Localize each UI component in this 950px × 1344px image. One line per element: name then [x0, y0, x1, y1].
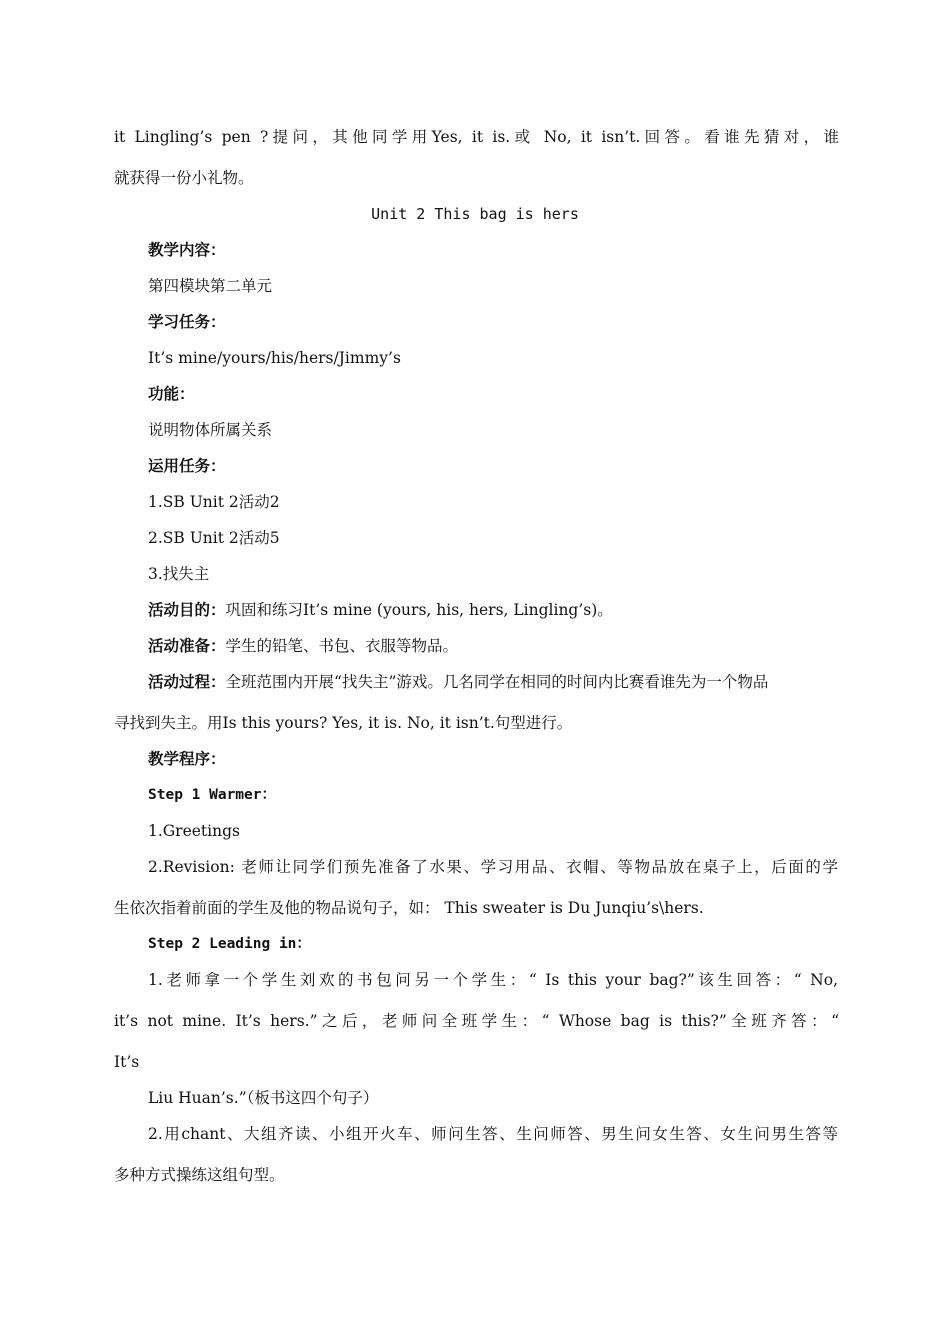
step-heading: Step 1 Warmer： — [148, 787, 276, 803]
paragraph-line: 说明物体所属关系 — [148, 421, 273, 439]
paragraph-line: 1.老师拿一个学生刘欢的书包问另一个学生：“ Is this your bag?”该生回答：“ No, — [148, 971, 838, 989]
paragraph-line: 第四模块第二单元 — [148, 277, 273, 295]
paragraph-line: 2.Revision: 老师让同学们预先准备了水果、学习用品、衣帽、等物品放在桌子上，后面的学 — [148, 858, 838, 876]
activity-process — [148, 672, 838, 692]
paragraph-line: it’s not mine. It’s hers.”之后，老师问全班学生：“ Whose bag is this?”全班齐答：“ — [114, 1012, 839, 1030]
list-item: 1.Greetings — [148, 822, 240, 840]
list-item: 3.找失主 — [148, 565, 210, 583]
section-heading: 功能： — [148, 384, 195, 403]
activity-purpose — [148, 600, 838, 620]
list-item: 1.SB Unit 2活动2 — [148, 493, 280, 511]
paragraph-line: 就获得一份小礼物。 — [114, 169, 254, 187]
section-heading: 运用任务： — [148, 456, 226, 475]
label: 活动过程： — [148, 672, 226, 691]
paragraph-line: 多种方式操练这组句型。 — [114, 1166, 285, 1184]
paragraph-line: Liu Huan’s.”（板书这四个句子） — [148, 1089, 379, 1107]
text: 巩固和练习It’s mine (yours, his, hers, Lingling’s)。 — [225, 601, 613, 619]
text: 全班范围内开展“找失主”游戏。几名同学在相同的时间内比赛看谁先为一个物品 — [225, 673, 769, 691]
text: 学生的铅笔、书包、衣服等物品。 — [225, 637, 459, 655]
step-heading: Step 2 Leading in： — [148, 936, 311, 952]
list-item: 2.SB Unit 2活动5 — [148, 529, 280, 547]
section-heading: 教学程序： — [148, 749, 226, 768]
section-heading: 学习任务： — [148, 312, 226, 331]
paragraph-line: 生依次指着前面的学生及他的物品说句子，如： This sweater is Du Junqiu’s\hers. — [114, 899, 704, 917]
paragraph-line: 寻找到失主。用Is this yours? Yes, it is. No, it isn’t.句型进行。 — [114, 714, 573, 732]
paragraph-line: it Lingling’s pen ?提问，其他同学用Yes, it is.或 No, it isn’t.回答。看谁先猜对，谁 — [114, 128, 839, 146]
label: 活动目的： — [148, 600, 226, 619]
section-heading: 教学内容： — [148, 240, 226, 259]
unit-title: Unit 2 This bag is hers — [371, 205, 579, 223]
paragraph-line: It’s — [114, 1053, 140, 1071]
activity-preparation — [148, 636, 838, 656]
label: 活动准备： — [148, 636, 226, 655]
paragraph-line: It’s mine/yours/his/hers/Jimmy’s — [148, 349, 401, 367]
paragraph-line: 2.用chant、大组齐读、小组开火车、师问生答、生问师答、男生问女生答、女生问男生答等 — [148, 1125, 838, 1143]
